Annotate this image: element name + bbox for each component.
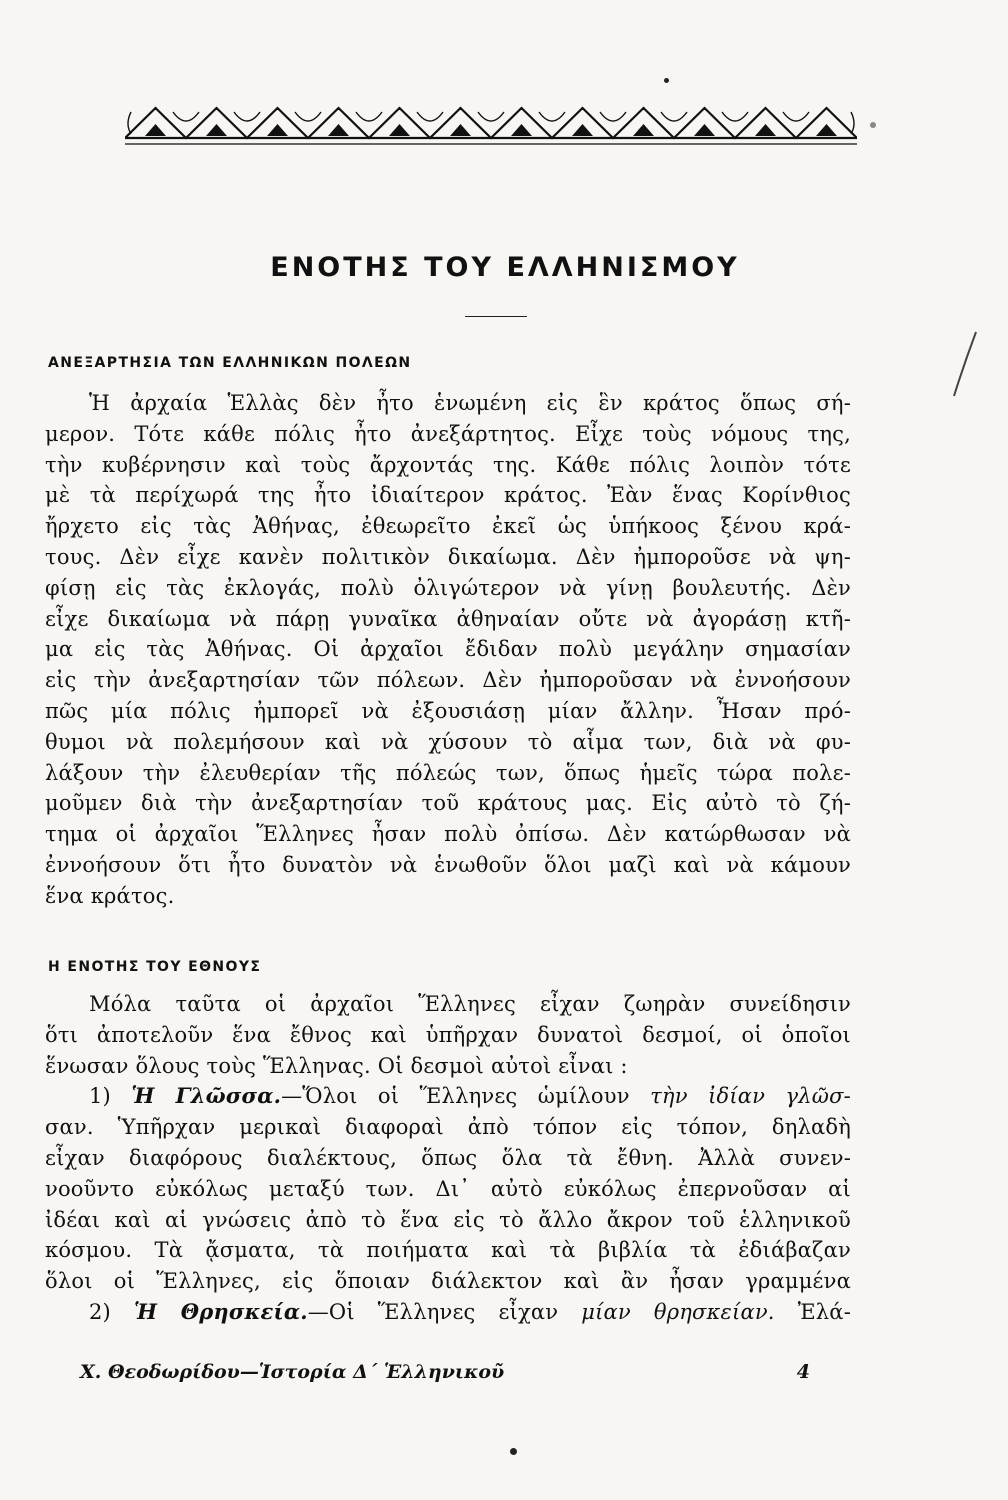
paper-speck [870,122,876,128]
item-emphasis: μίαν θρησκείαν. [581,1299,775,1324]
text-line: πῶς μία πόλις ἠμπορεῖ νὰ ἐξουσιάσῃ μίαν ἄλλην. Ἦσαν πρό- [45,698,851,723]
text-line: σαν. Ὑπῆρχαν μερικαὶ διαφοραὶ ἀπὸ τόπον εἰς τόπον, δηλαδὴ [45,1115,851,1140]
text-line: κόσμου. Τὰ ᾄσματα, τὰ ποιήματα καὶ τὰ βιβλία τὰ ἐδιάβαζαν [45,1238,851,1263]
text-line: εἰς τὴν ἀνεξαρτησίαν τῶν πόλεων. Δὲν ἠμποροῦσαν νὰ ἐννοήσουν [45,668,851,693]
text-line: τους. Δὲν εἶχε κανὲν πολιτικὸν δικαίωμα. Δὲν ἠμποροῦσε νὰ ψη- [45,544,851,569]
text-line: Μόλα ταῦτα οἱ ἀρχαῖοι Ἕλληνες εἶχαν ζωηρὰν συνείδησιν [89,992,851,1016]
text-line: ἕνωσαν ὅλους τοὺς Ἕλληνας. Οἱ δεσμοὶ αὐτοὶ εἶναι : [45,1053,628,1078]
text-line: μὲ τὰ περίχωρά της ἦτο ἰδιαίτερον κράτος. Ἐὰν ἕνας Κορίνθιος [45,483,851,508]
item-text: —Οἱ Ἕλληνες εἶχαν [307,1299,559,1324]
section-heading-unity: Η ΕΝΟΤΗΣ ΤΟΥ ΕΘΝΟΥΣ [48,959,262,975]
paper-speck [510,1448,517,1455]
text-line: ὅτι ἀποτελοῦν ἕνα ἔθνος καὶ ὑπῆρχαν δυνατοὶ δεσμοί, οἱ ὁποῖοι [45,1022,851,1047]
text-line: ὅλοι οἱ Ἕλληνες, εἰς ὅποιαν διάλεκτον καὶ ἂν ἦσαν γραμμένα [45,1269,851,1294]
item-number: 2) [89,1299,111,1324]
text-line: θυμοι νὰ πολεμήσουν καὶ νὰ χύσουν τὸ αἷμα των, διὰ νὰ φυ- [45,729,851,754]
text-line: νοοῦντο εὐκόλως μεταξύ των. Δι᾽ αὐτὸ εὐκόλως ἐπερνοῦσαν αἱ [45,1176,851,1201]
footer-author-title: Χ. Θεοδωρίδου—Ἱστορία Δ΄ Ἑλληνικοῦ [80,1361,505,1383]
text-line: εἶχε δικαίωμα νὰ πάρῃ γυναῖκα ἀθηναίαν οὔτε νὰ ἀγοράσῃ κτῆ- [45,606,851,631]
text-line: εἶχαν διαφόρους διαλέκτους, ὅπως ὅλα τὰ ἔθνη. Ἀλλὰ συνεν- [45,1145,851,1170]
text-line: ἕνα κράτος. [45,883,175,908]
page-number: 4 [796,1361,810,1383]
text-line: μοῦμεν διὰ τὴν ἀνεξαρτησίαν τοῦ κράτους μας. Εἰς αὐτὸ τὸ ζή- [45,791,851,816]
title-underline [465,316,527,317]
paper-speck [664,78,669,83]
text-line: τημα οἱ ἀρχαῖοι Ἕλληνες ἦσαν πολὺ ὀπίσω. Δὲν κατώρθωσαν νὰ [45,822,851,847]
item-text-continued: Ἐλά- [797,1299,851,1324]
section-heading-independence: ΑΝΕΞΑΡΤΗΣΙΑ ΤΩΝ ΕΛΛΗΝΙΚΩΝ ΠΟΛΕΩΝ [48,355,412,371]
item-title: Ἡ Γλῶσσα. [131,1083,282,1109]
margin-pencil-mark [950,330,980,400]
text-line: τὴν κυβέρνησιν καὶ τοὺς ἄρχοντάς της. Κάθε πόλις λοιπὸν τότε [45,452,851,477]
item-title: Ἡ Θρησκεία. [133,1298,308,1324]
item-emphasis: τὴν ἰδίαν γλῶσ- [650,1084,851,1109]
page-title: ΕΝΟΤΗΣ ΤΟΥ ΕΛΛΗΝΙΣΜΟΥ [270,252,740,283]
paragraph-independence [45,388,851,912]
text-line: Ἡ ἀρχαία Ἑλλὰς δὲν ἦτο ἑνωμένη εἰς ἓν κράτος ὅπως σή- [89,391,851,415]
list-item-language [45,1081,851,1112]
item-number: 1) [89,1084,111,1109]
text-line: μερον. Τότε κάθε πόλις ἦτο ἀνεξάρτητος. Εἶχε τοὺς νόμους της, [45,421,851,446]
paragraph-unity [45,989,851,1328]
text-line: λάξουν τὴν ἐλευθερίαν τῆς πόλεώς των, ὅπως ἡμεῖς τώρα πολε- [45,760,851,785]
text-line: ἰδέαι καὶ αἱ γνώσεις ἀπὸ τὸ ἕνα εἰς τὸ ἄλλο ἄκρον τοῦ ἑλληνικοῦ [45,1207,851,1232]
text-line: ἐννοήσουν ὅτι ἦτο δυνατὸν νὰ ἑνωθοῦν ὅλοι μαζὶ καὶ νὰ κάμουν [45,852,851,877]
item-text: —Ὅλοι οἱ Ἕλληνες ὡμίλουν [281,1084,630,1109]
decorative-border-ornament [125,98,857,150]
list-item-religion [45,1297,851,1328]
text-line: ἤρχετο εἰς τὰς Ἀθήνας, ἐθεωρεῖτο ἐκεῖ ὡς ὑπήκοος ξένου κρά- [45,514,851,539]
text-line: φίσῃ εἰς τὰς ἐκλογάς, πολὺ ὀλιγώτερον νὰ γίνῃ βουλευτής. Δὲν [45,575,851,600]
text-line: μα εἰς τὰς Ἀθήνας. Οἱ ἀρχαῖοι ἔδιδαν πολὺ μεγάλην σημασίαν [45,637,851,662]
